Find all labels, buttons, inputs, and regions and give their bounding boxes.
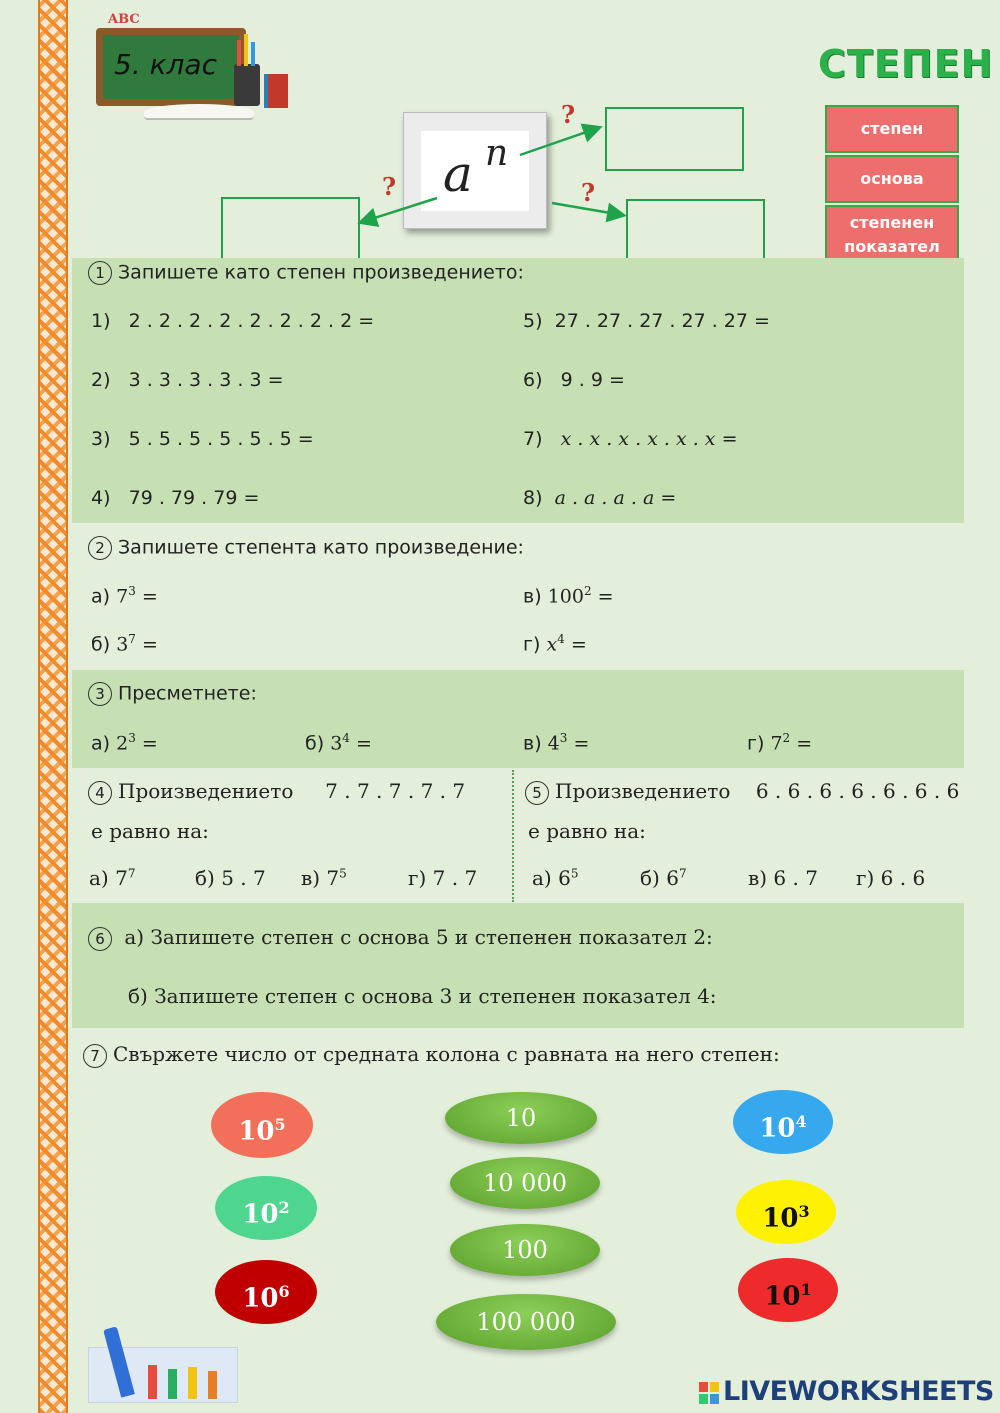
arrow-to-base: [362, 198, 437, 222]
ex1-item-4: 4) 79 . 79 . 79 =: [91, 487, 260, 509]
power-oval-10-2[interactable]: $10^2$: [215, 1176, 317, 1240]
ex5-number: 5: [525, 781, 549, 805]
ex2-item-v: в) $100^2$ =: [523, 584, 614, 608]
ex4-option-g[interactable]: г) 7 . 7: [408, 866, 478, 890]
power-oval-10-3[interactable]: $10^3$: [736, 1180, 836, 1244]
number-oval-100[interactable]: 100: [450, 1224, 600, 1276]
ex2-number: 2: [88, 536, 112, 560]
ex2-item-b: б) $3^7$ =: [91, 632, 158, 656]
question-mark-3: ?: [581, 178, 596, 207]
ex3-title-text: Пресметнете:: [118, 682, 257, 705]
grade-label: 5. клас: [114, 48, 217, 81]
ex1-item-2: 2) 3 . 3 . 3 . 3 . 3 =: [91, 369, 284, 391]
ex6-band: [72, 903, 964, 1028]
ex5-expr: 6 . 6 . 6 . 6 . 6 . 6 . 6: [755, 779, 960, 803]
label-base[interactable]: основа: [825, 155, 959, 203]
power-oval-10-5[interactable]: $10^5$: [211, 1092, 313, 1158]
number-oval-100000[interactable]: 100 000: [436, 1294, 616, 1350]
ex2-title: [88, 536, 524, 560]
arrow-to-exponent: [520, 128, 598, 155]
ex1-item-5: 5) 27 . 27 . 27 . 27 . 27 =: [523, 310, 770, 332]
ex4-number: 4: [88, 781, 112, 805]
power-oval-10-4[interactable]: $10^4$: [733, 1090, 833, 1154]
ex1-item-6: 6) 9 . 9 =: [523, 369, 625, 391]
ex1-item-1: 1) 2 . 2 . 2 . 2 . 2 . 2 . 2 . 2 =: [91, 310, 375, 332]
board-letters: ABC: [108, 12, 140, 27]
ex1-title-text: Запишете като степен произведението:: [118, 261, 524, 284]
orange-pencil-icon: [208, 1371, 217, 1399]
power-oval-10-1[interactable]: $10^1$: [738, 1258, 838, 1322]
ex3-item-a: а) $2^3$ =: [91, 731, 158, 755]
ex4-expr: 7 . 7 . 7 . 7 . 7: [325, 779, 466, 803]
brand-name[interactable]: LIVEWORKSHEETS: [723, 1376, 994, 1407]
red-pencil-icon: [148, 1365, 157, 1399]
power-exponent: n: [485, 133, 509, 174]
power-oval-10-6[interactable]: $10^6$: [215, 1260, 317, 1324]
drop-box-base[interactable]: [221, 197, 360, 260]
question-mark-2: ?: [382, 172, 397, 201]
ex6-part-b: б) Запишете степен с основа 3 и степенен показател 4:: [128, 984, 717, 1008]
ex2-item-g: г) $x^4$ =: [523, 632, 587, 656]
ex3-item-g: г) $7^2$ =: [747, 731, 813, 755]
ex3-title: [88, 682, 257, 706]
drop-box-power[interactable]: [626, 199, 765, 262]
ex6-number: 6: [88, 927, 112, 951]
brand-logo-icon: [699, 1382, 719, 1404]
ex7-title: 7 Свържете число от средната колона с равната на него степен:: [83, 1042, 780, 1068]
number-oval-10000[interactable]: 10 000: [450, 1157, 600, 1209]
pencils-illustration: [88, 1325, 238, 1405]
ex5-option-v[interactable]: в) 6 . 7: [748, 866, 818, 890]
ex1-number: 1: [88, 261, 112, 285]
label-power[interactable]: степен: [825, 105, 959, 153]
ex4-line2: е равно на:: [91, 819, 209, 843]
ex6-part-a: 6 а) Запишете степен с основа 5 и степенен показател 2:: [88, 925, 713, 951]
ex4-title: 4 Произведението 7 . 7 . 7 . 7 . 7: [88, 779, 465, 805]
drop-box-exponent[interactable]: [605, 107, 744, 171]
label-exponent[interactable]: степенен показател: [825, 205, 959, 263]
number-oval-10[interactable]: 10: [445, 1092, 597, 1144]
ex7-number: 7: [83, 1044, 107, 1068]
ex4-ex5-divider: [512, 770, 514, 902]
ex2-item-a: а) $7^3$ =: [91, 584, 158, 608]
ex4-option-a[interactable]: а) $7^7$: [89, 866, 136, 890]
ex5-line2: е равно на:: [528, 819, 646, 843]
ex4-option-v[interactable]: в) $7^5$: [301, 866, 347, 890]
page-title: СТЕПЕН: [818, 42, 994, 86]
ex5-title: 5 Произведението 6 . 6 . 6 . 6 . 6 . 6 . 6: [525, 779, 959, 805]
ex3-item-b: б) $3^4$ =: [305, 731, 372, 755]
green-pencil-icon: [168, 1369, 177, 1399]
ex1-item-3: 3) 5 . 5 . 5 . 5 . 5 . 5 =: [91, 428, 314, 450]
power-base: a: [443, 145, 473, 203]
ex5-option-a[interactable]: а) $6^5$: [532, 866, 579, 890]
ex2-title-text: Запишете степента като произведение:: [118, 536, 524, 559]
ex3-number: 3: [88, 682, 112, 706]
ex5-option-b[interactable]: б) $6^7$: [640, 866, 687, 890]
question-mark-1: ?: [561, 100, 576, 129]
ex1-item-8: 8) a . a . a . a =: [523, 487, 677, 509]
yellow-pencil-icon: [188, 1367, 197, 1399]
ex1-item-7: 7) x . x . x . x . x . x =: [523, 428, 738, 450]
ex1-title: [88, 261, 524, 285]
ex4-option-b[interactable]: б) 5 . 7: [195, 866, 266, 890]
ex5-option-g[interactable]: г) 6 . 6: [856, 866, 926, 890]
ex3-item-v: в) $4^3$ =: [523, 731, 590, 755]
